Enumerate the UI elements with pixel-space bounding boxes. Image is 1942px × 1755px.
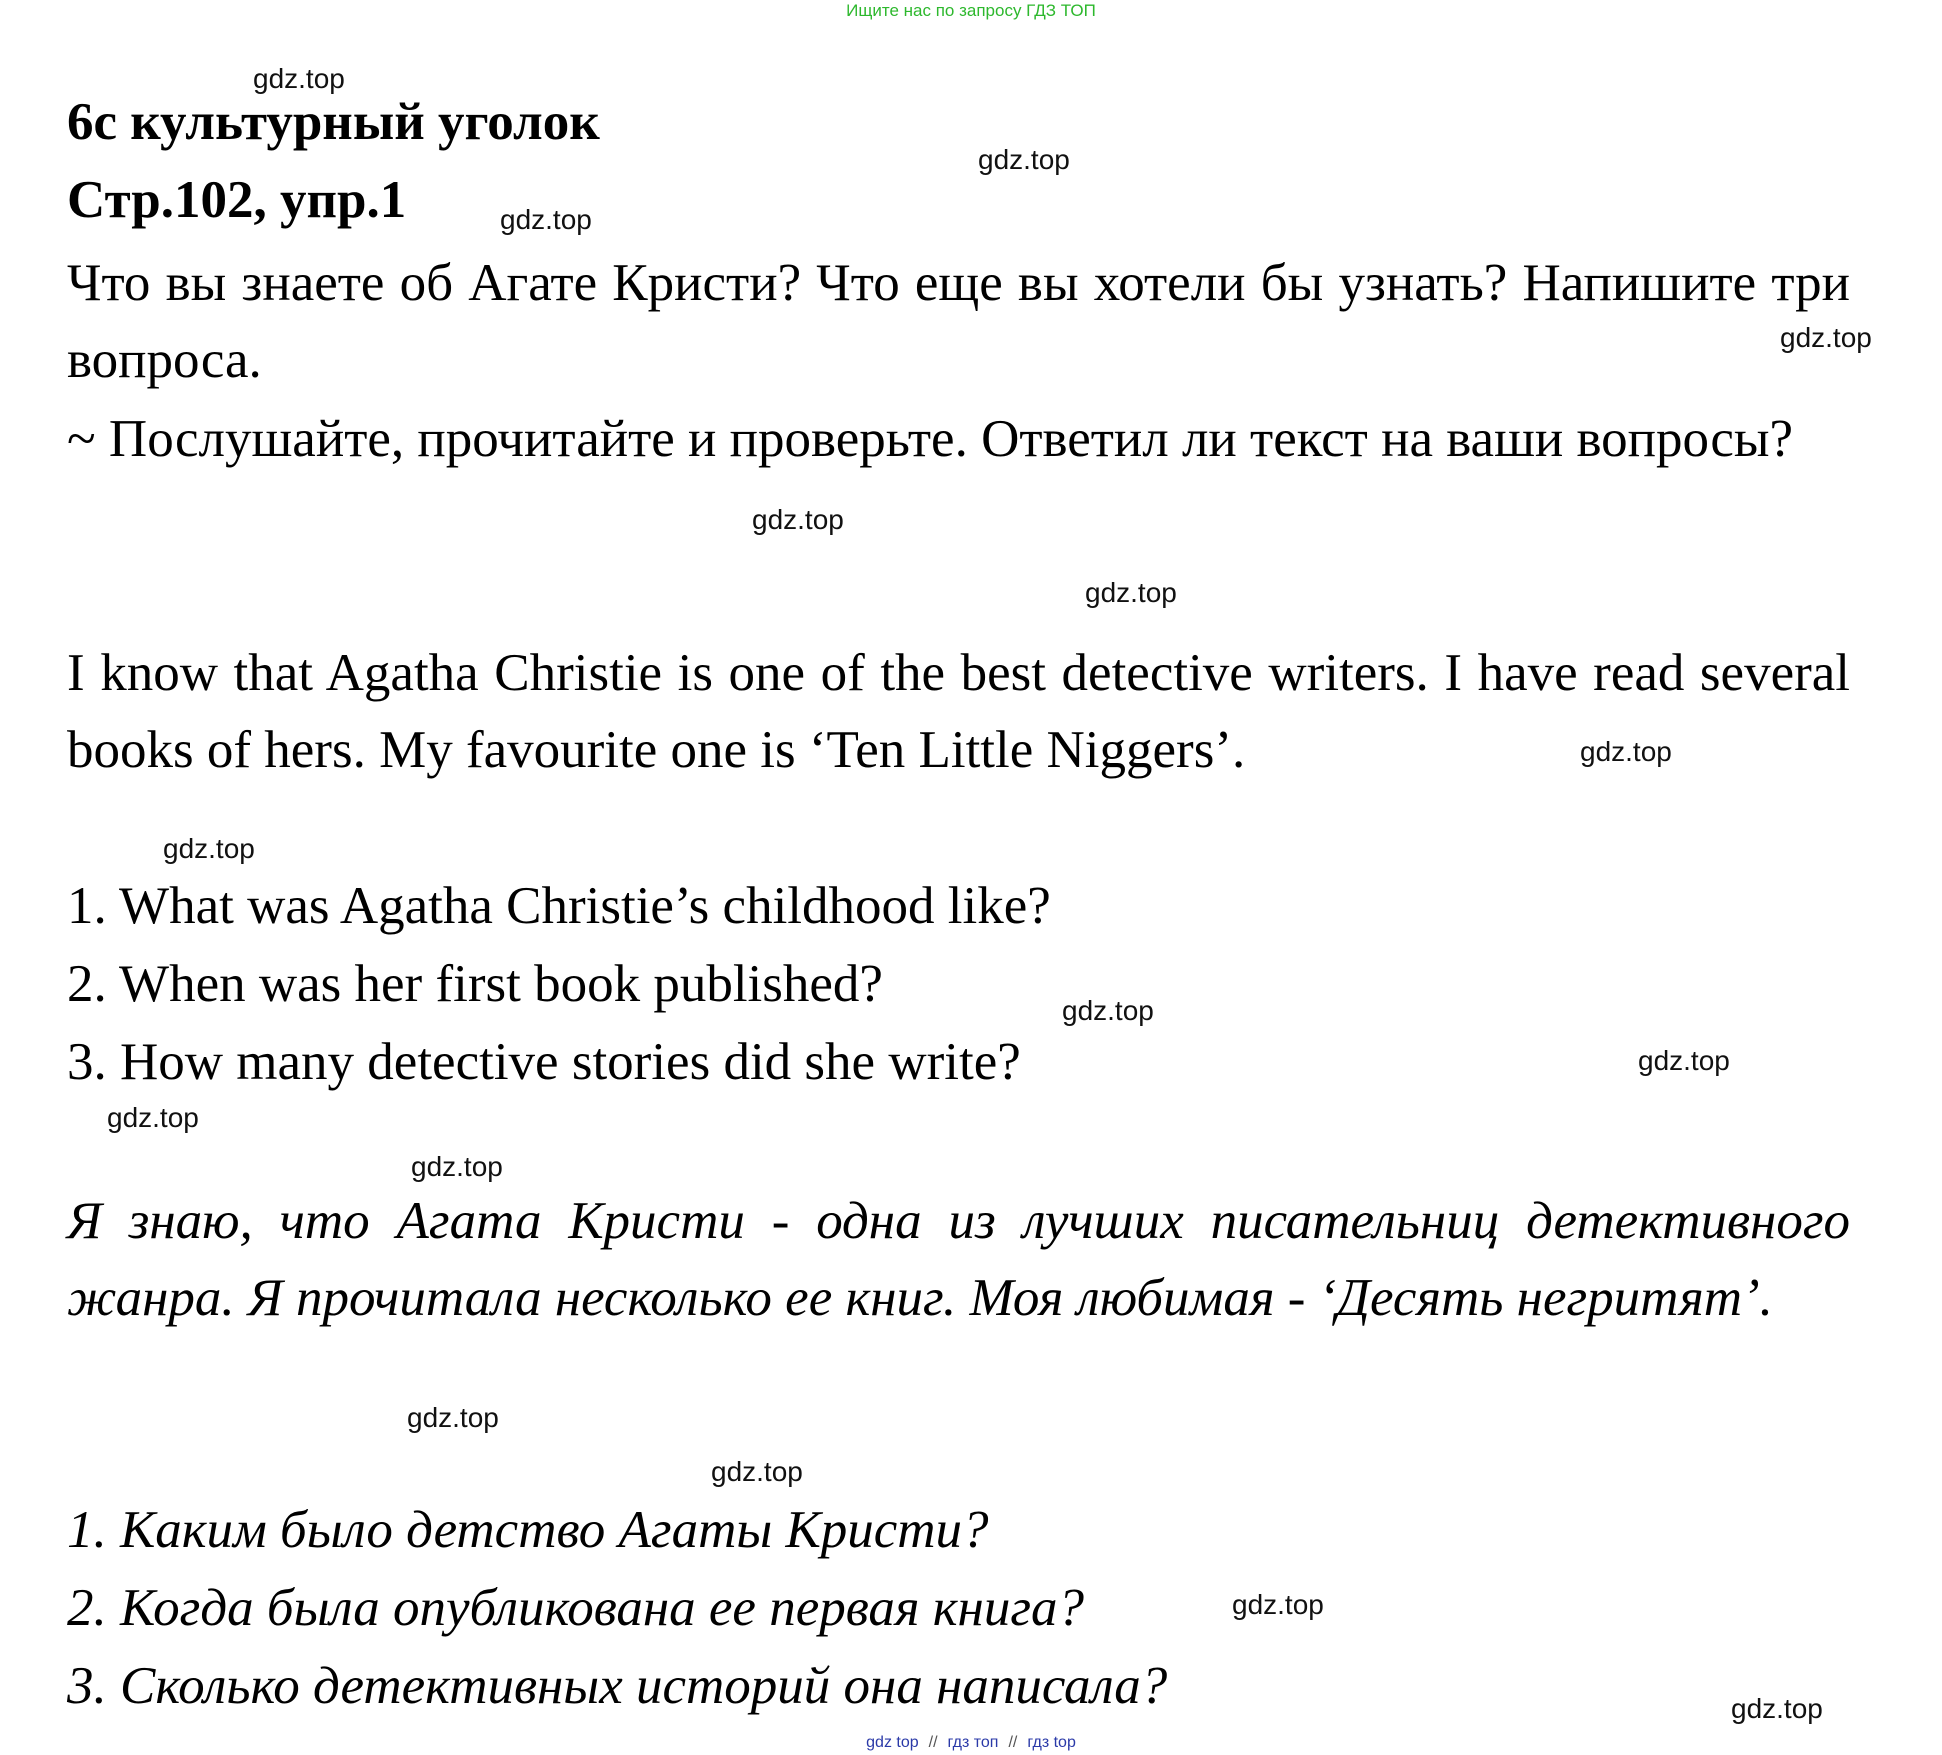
watermark: gdz.top bbox=[978, 144, 1070, 175]
russian-question-1: 1. Каким было детство Агаты Кристи? bbox=[67, 1501, 989, 1559]
russian-answer: Я знаю, что Агата Кристи - одна из лучших писательниц детективного жанра. Я прочитала несколько ее книг. Моя любимая - ‘Десять негритят’. bbox=[67, 1192, 1850, 1327]
watermark: gdz.top bbox=[411, 1151, 503, 1182]
link-separator: // bbox=[928, 1734, 938, 1751]
watermark: gdz.top bbox=[1638, 1045, 1730, 1076]
watermark: gdz.top bbox=[752, 504, 844, 535]
russian-question-2: 2. Когда была опубликована ее первая книга? bbox=[67, 1579, 1085, 1637]
watermark: gdz.top bbox=[407, 1402, 499, 1433]
watermark: gdz.top bbox=[1731, 1693, 1823, 1724]
watermark: gdz.top bbox=[1085, 577, 1177, 608]
watermark: gdz.top bbox=[1062, 995, 1154, 1026]
exercise-reference: Стр.102, упр.1 bbox=[67, 171, 407, 229]
russian-question-3: 3. Сколько детективных историй она написала? bbox=[67, 1657, 1168, 1715]
watermark: gdz.top bbox=[1232, 1589, 1324, 1620]
english-question-3: 3. How many detective stories did she write? bbox=[67, 1033, 1021, 1091]
bottom-link-1[interactable]: gdz top bbox=[866, 1734, 919, 1751]
english-question-1: 1. What was Agatha Christie’s childhood like? bbox=[67, 877, 1051, 935]
watermark: gdz.top bbox=[1580, 736, 1672, 767]
watermark: gdz.top bbox=[107, 1102, 199, 1133]
section-title: 6c культурный уголок bbox=[67, 93, 600, 151]
top-banner: Ищите нас по запросу ГДЗ ТОП bbox=[846, 1, 1096, 20]
english-question-2: 2. When was her first book published? bbox=[67, 955, 883, 1013]
bottom-link-2[interactable]: гдз топ bbox=[947, 1734, 999, 1751]
watermark: gdz.top bbox=[163, 833, 255, 864]
bottom-links bbox=[0, 1733, 1942, 1753]
task-paragraph-2: ~ Послушайте, прочитайте и проверьте. Ответил ли текст на ваши вопросы? bbox=[67, 410, 1793, 468]
watermark: gdz.top bbox=[1780, 322, 1872, 353]
english-answer: I know that Agatha Christie is one of the best detective writers. I have read several books of hers. My favourite one is ‘Ten Little Niggers’. bbox=[67, 644, 1850, 779]
task-paragraph-1: Что вы знаете об Агате Кристи? Что еще вы хотели бы узнать? Напишите три вопроса. bbox=[67, 254, 1850, 389]
watermark: gdz.top bbox=[253, 63, 345, 94]
watermark: gdz.top bbox=[500, 204, 592, 235]
bottom-link-3[interactable]: гдз top bbox=[1027, 1734, 1076, 1751]
link-separator: // bbox=[1008, 1734, 1018, 1751]
watermark: gdz.top bbox=[711, 1456, 803, 1487]
